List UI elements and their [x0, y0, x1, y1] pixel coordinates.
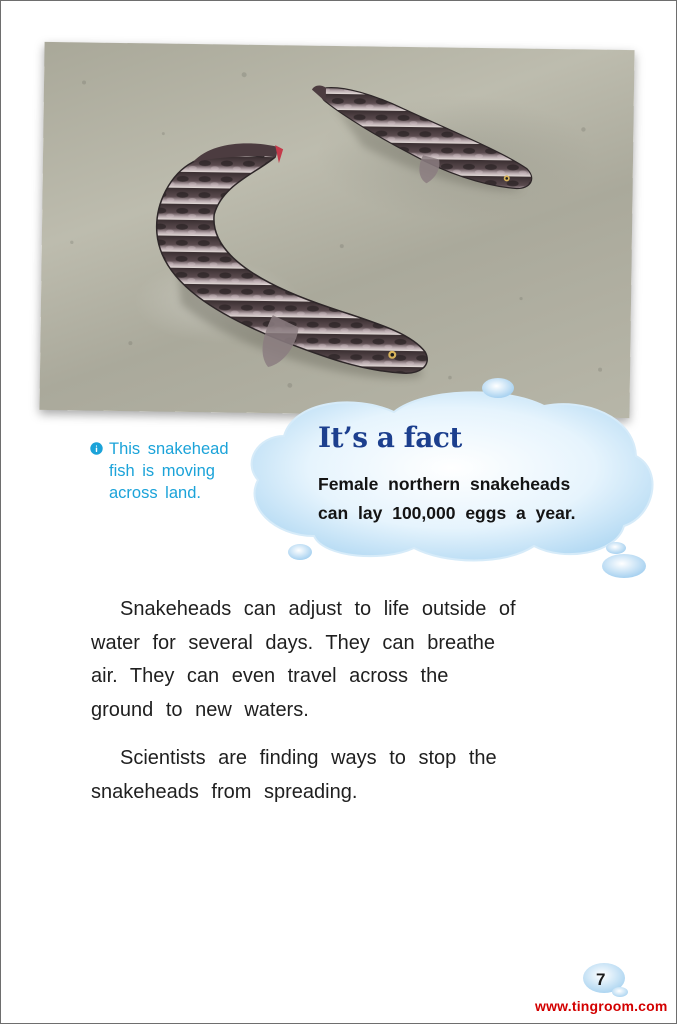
caption-line-1: This snakehead: [109, 440, 229, 458]
fact-line-2: can lay 100,000 eggs a year.: [318, 503, 576, 523]
paragraph-1-line-4: ground to new waters.: [91, 698, 309, 721]
photo-caption: [90, 438, 265, 504]
paragraph-2-line-2: snakeheads from spreading.: [91, 780, 358, 803]
body-paragraph-2: [91, 742, 591, 809]
paragraph-1-line-2: water for several days. They can breathe: [91, 631, 496, 654]
paragraph-1-line-1: Snakeheads can adjust to life outside of: [120, 598, 516, 620]
fact-line-1: Female northern snakeheads: [318, 474, 571, 494]
caption-line-2: fish is moving: [109, 462, 215, 480]
fact-text: [318, 470, 638, 528]
snakehead-photo: [39, 42, 634, 418]
paragraph-1-line-3: air. They can even travel across the: [91, 665, 449, 687]
watermark: www.tingroom.com: [535, 998, 668, 1014]
page-number: 7: [596, 970, 606, 989]
page-number-bubble: [580, 958, 632, 1002]
body-paragraph-1: [91, 593, 591, 727]
snakehead-illustration: [39, 42, 634, 418]
info-circle-icon: [90, 442, 103, 455]
paragraph-2-line-1: Scientists are finding ways to stop the: [120, 747, 497, 769]
caption-line-3: across land.: [109, 484, 201, 502]
fact-title: It’s a fact: [318, 421, 462, 454]
